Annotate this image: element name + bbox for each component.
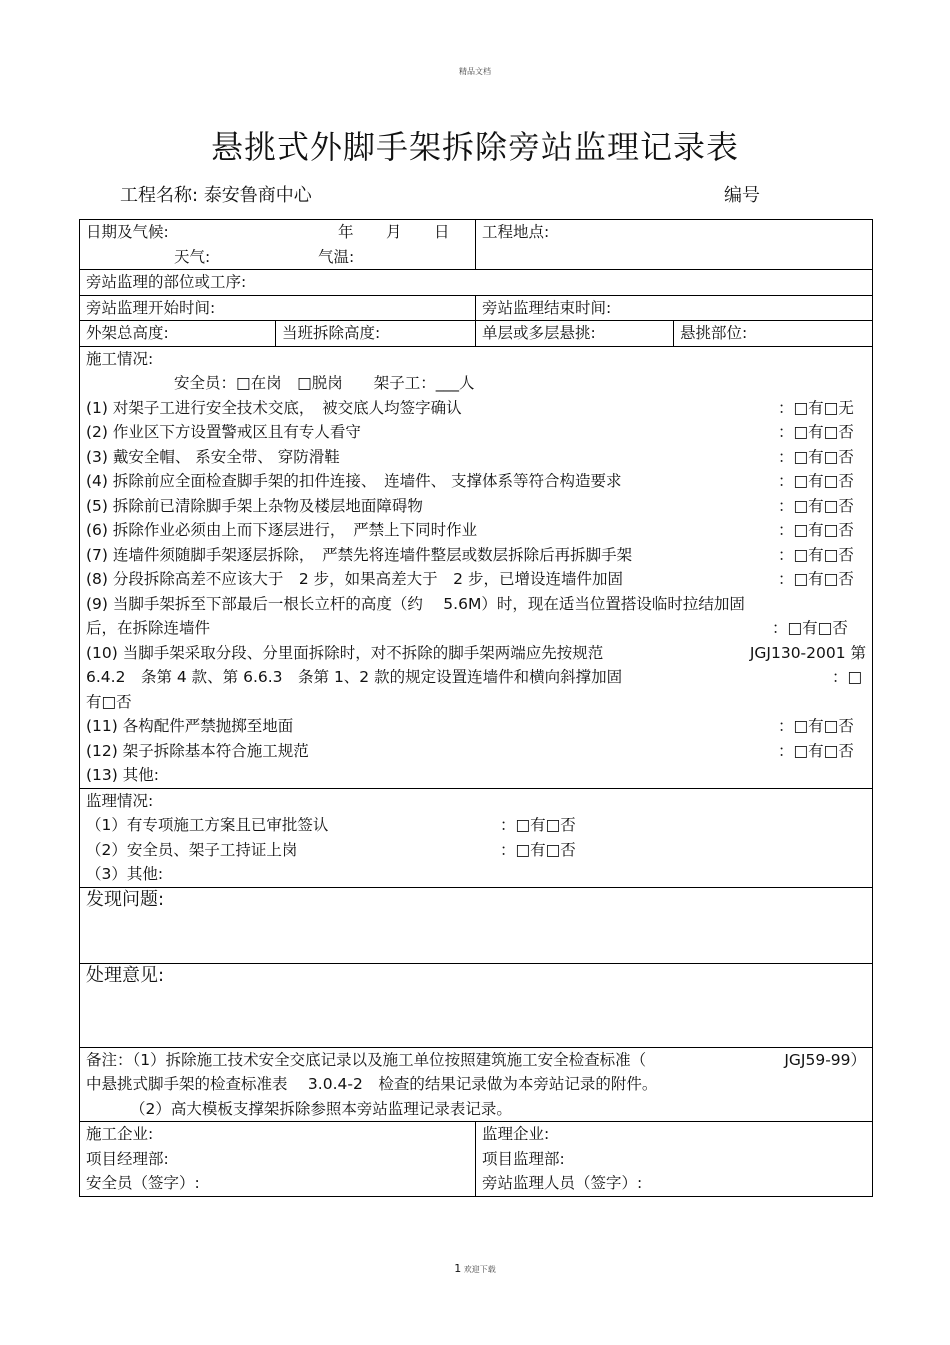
remarks-line2: 中悬挑式脚手架的检查标准表 3.0.4-2 检查的结果记录做为本旁站记录的附件。	[86, 1075, 658, 1093]
item-check: ：□有□否	[778, 741, 854, 760]
date-weather-label: 日期及气候:	[86, 223, 169, 241]
remarks-text-a: 备注：（1）拆除施工技术安全交底记录以及施工单位按照建筑施工安全检查标准（	[86, 1050, 647, 1069]
position-cell	[674, 321, 873, 347]
number-label: 编号	[724, 185, 760, 206]
safety-officer-sign-label: 安全员（签字）:	[86, 1174, 200, 1192]
month-label: 月	[386, 223, 402, 241]
project-name: 泰安鲁商中心	[203, 185, 312, 206]
end-time-label: 旁站监理结束时间:	[482, 298, 612, 317]
item-check: ：□有□否	[778, 570, 854, 588]
item-check: ：□有□否	[778, 545, 854, 564]
construction-company-label: 施工企业:	[86, 1125, 154, 1143]
check-item	[86, 396, 866, 421]
record-form-table	[79, 219, 873, 1197]
item-text: (8) 分段拆除高差不应该大于 2 步，如果高差大于 2 步，已增设连墙件加固	[86, 570, 623, 588]
weather-label: 天气:	[174, 247, 211, 266]
part-row	[80, 270, 873, 296]
shift-height-label: 当班拆除高度:	[282, 324, 381, 342]
item-text: (12) 架子拆除基本符合施工规范	[86, 741, 309, 760]
date-weather-row	[80, 220, 873, 270]
item9-check: ：□有□否	[772, 619, 848, 637]
total-height-cell	[80, 321, 276, 347]
check-item	[86, 494, 866, 519]
item-text: (3) 戴安全帽、 系安全带、 穿防滑鞋	[86, 447, 340, 466]
problems-row	[80, 887, 873, 963]
item13-other: (13) 其他:	[86, 766, 159, 784]
check-item	[86, 518, 866, 543]
problems-cell	[80, 887, 873, 963]
page-title: 悬挑式外脚手架拆除旁站监理记录表	[210, 128, 739, 166]
opinion-row	[80, 963, 873, 1047]
supervision-item-text: （2）安全员、架子工持证上岗	[86, 840, 298, 859]
construction-row	[80, 346, 873, 788]
check-item	[86, 714, 866, 739]
item-check: ：□有□否	[778, 521, 854, 539]
supervision-row	[80, 788, 873, 887]
sign-row	[80, 1122, 873, 1197]
footer	[0, 1262, 950, 1275]
header-note: 精品文档	[459, 67, 491, 76]
item-text: (1) 对架子工进行安全技术交底， 被交底人均签字确认	[86, 398, 462, 417]
staff-line: 安全员：□在岗 □脱岗 架子工：___人	[174, 374, 475, 392]
item9-line2	[86, 616, 866, 641]
check-item	[86, 543, 866, 568]
supervision-company-label: 监理企业:	[482, 1125, 550, 1143]
check-item	[86, 445, 866, 470]
day-label: 日	[434, 223, 450, 241]
temperature-label: 气温:	[318, 247, 355, 266]
supervision-cell	[80, 788, 873, 887]
construction-heading: 施工情况:	[86, 349, 154, 368]
site-label: 工程地点:	[482, 223, 550, 241]
item9-line1: (9) 当脚手架拆至下部最后一根长立杆的高度（约 5.6M）时，现在适当位置搭设临时拉结加固	[86, 594, 745, 613]
supervision-item-check: ：□有□否	[500, 840, 576, 859]
project-supervision-dept-label: 项目监理部:	[482, 1149, 565, 1168]
site-cell	[476, 220, 873, 270]
item9-text: 后，在拆除连墙件	[86, 619, 211, 637]
footer-note: 欢迎下载	[463, 1265, 496, 1274]
supervision-other: （3）其他:	[86, 865, 164, 883]
item-check: ：□有□无	[778, 398, 854, 417]
problems-label: 发现问题:	[86, 888, 165, 910]
project-label: 工程名称:	[120, 185, 199, 206]
part-label: 旁站监理的部位或工序:	[86, 273, 247, 291]
project-manager-dept-label: 项目经理部:	[86, 1149, 169, 1168]
supervision-item	[86, 838, 866, 863]
opinion-label: 处理意见:	[86, 964, 165, 986]
page-number: 1	[454, 1262, 462, 1275]
item-check: ：□有□否	[778, 447, 854, 466]
start-time-cell	[80, 295, 476, 321]
item-text: (7) 连墙件须随脚手架逐层拆除， 严禁先将连墙件整层或数层拆除后再拆脚手架	[86, 545, 633, 564]
item10-line3: 有□否	[86, 692, 132, 711]
position-label: 悬挑部位:	[680, 324, 748, 342]
construction-cell	[80, 346, 873, 788]
item10-text-b: JGJ130-2001 第	[749, 643, 867, 662]
check-item	[86, 469, 866, 494]
supervision-item	[86, 813, 866, 838]
remarks-text-b: JGJ59-99）	[784, 1050, 867, 1069]
part-cell	[80, 270, 873, 296]
item10-text-a: (10) 当脚手架采取分段、分里面拆除时，对不拆除的脚手架两端应先按规范	[86, 643, 604, 662]
remarks-line1	[86, 1048, 866, 1073]
end-time-cell	[476, 295, 873, 321]
check-item	[86, 420, 866, 445]
item10-line2	[86, 665, 866, 690]
supervision-item-check: ：□有□否	[500, 816, 576, 834]
item-text: (2) 作业区下方设置警戒区且有专人看守	[86, 423, 361, 441]
height-row	[80, 321, 873, 347]
item-check: ：□有□否	[778, 496, 854, 515]
remarks-line3: （2）高大模板支撑架拆除参照本旁站监理记录表记录。	[130, 1099, 512, 1118]
check-item	[86, 739, 866, 764]
item10-check: ：□	[832, 668, 863, 686]
item-check: ：□有□否	[778, 717, 854, 735]
item-text: (4) 拆除前应全面检查脚手架的扣件连接、 连墙件、 支撑体系等符合构造要求	[86, 472, 622, 490]
project-name-line	[120, 181, 312, 207]
shift-height-cell	[276, 321, 476, 347]
item10-line1	[86, 641, 866, 666]
item10-text-c: 6.4.2 条第 4 款、第 6.6.3 条第 1、2 款的规定设置连墙件和横向斜撑加固	[86, 668, 623, 686]
date-weather-cell	[80, 220, 476, 270]
item-check: ：□有□否	[778, 423, 854, 441]
supervision-heading: 监理情况:	[86, 791, 154, 810]
item-text: (5) 拆除前已清除脚手架上杂物及楼层地面障碍物	[86, 496, 423, 515]
supervision-company-cell	[476, 1122, 873, 1197]
start-time-label: 旁站监理开始时间:	[86, 298, 216, 317]
item-text: (11) 各构配件严禁抛掷至地面	[86, 717, 294, 735]
remarks-row	[80, 1047, 873, 1122]
construction-items	[86, 396, 866, 592]
supervision-item-text: （1）有专项施工方案且已审批签认	[86, 816, 329, 834]
layer-label: 单层或多层悬挑:	[482, 324, 596, 342]
year-label: 年	[338, 223, 354, 241]
supervisor-sign-label: 旁站监理人员（签字）:	[482, 1174, 643, 1192]
time-row	[80, 295, 873, 321]
opinion-cell	[80, 963, 873, 1047]
construction-company-cell	[80, 1122, 476, 1197]
total-height-label: 外架总高度:	[86, 324, 169, 342]
layer-cell	[476, 321, 674, 347]
check-item	[86, 567, 866, 592]
item-text: (6) 拆除作业必须由上而下逐层进行， 严禁上下同时作业	[86, 521, 478, 539]
item-check: ：□有□否	[778, 472, 854, 490]
remarks-cell	[80, 1047, 873, 1122]
